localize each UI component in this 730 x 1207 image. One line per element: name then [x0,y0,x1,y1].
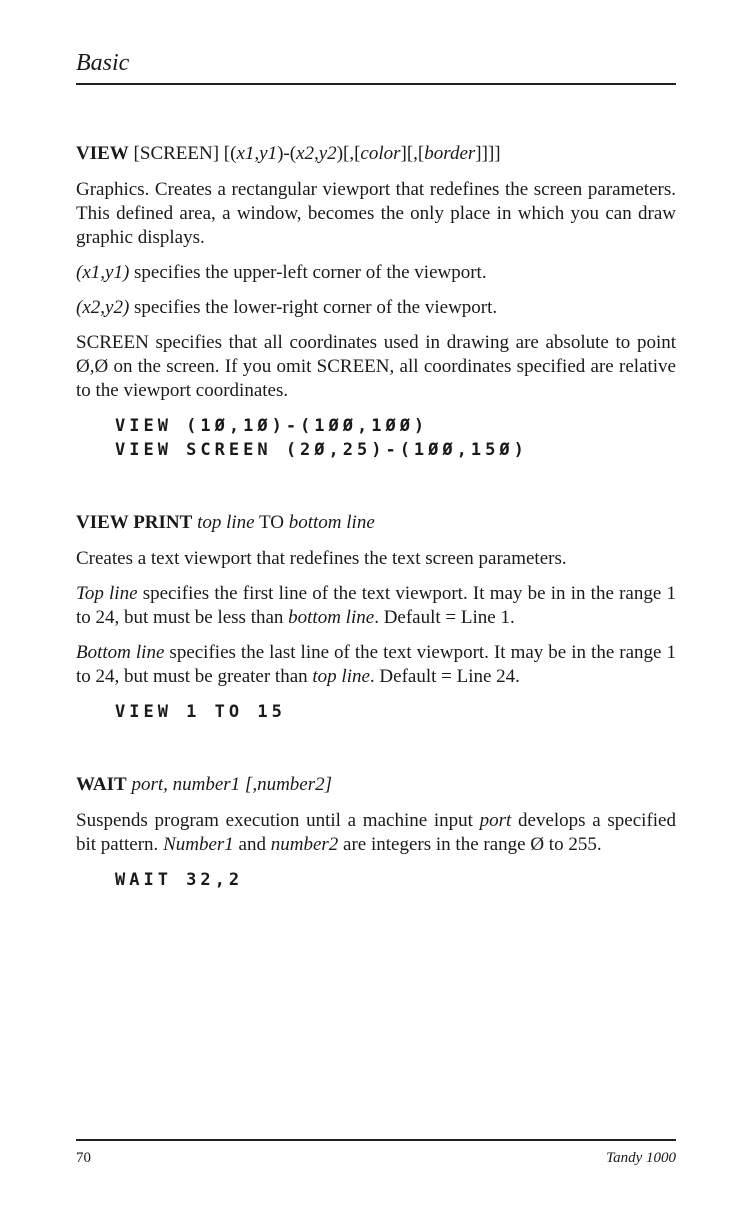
syntax-param: [,number2] [244,774,333,795]
syntax-param: color [360,143,401,164]
view-syntax [76,142,676,166]
param-ref: port [479,810,512,831]
wait-keyword: WAIT [76,774,127,795]
param-name: Top line [76,583,138,604]
param-name: (x1,y1) [76,262,130,283]
desc-text: develops a specified bit pattern. [76,810,676,855]
view-screen-description: SCREEN specifies that all coordinates used in drawing are absolute to point Ø,Ø on the screen. If you omit SCREEN, all coordinates specified are relative to the viewport coordinates. [76,332,676,401]
page-number: 70 [76,1150,91,1166]
code-example: WAIT 32,2 [115,870,244,890]
param-ref: Number1 [163,834,234,855]
param-name: Bottom line [76,642,165,663]
footer-brand: Tandy 1000 [606,1150,676,1166]
syntax-text: [SCREEN] [( [128,143,237,164]
syntax-text: ][,[ [400,143,425,164]
param-text: . Default = Line 1. [374,607,515,628]
desc-text: and [233,834,271,855]
view-param-x2y2 [76,296,676,320]
header-rule [76,83,676,85]
desc-text: Suspends program execution until a machine input [76,810,480,831]
syntax-param: x1,y1 [236,143,278,164]
syntax-text: )[,[ [336,143,361,164]
param-ref: number2 [270,834,339,855]
view-description: Graphics. Creates a rectangular viewport that redefines the screen parameters. This defined area, a window, becomes the only place in which you can draw graphic displays. [76,179,676,248]
param-text: specifies the upper-left corner of the viewport. [129,262,487,283]
view-keyword: VIEW [76,143,129,164]
syntax-param: x2,y2 [296,143,337,164]
param-ref: top line [312,666,370,687]
param-text: specifies the last line of the text viewport. It may be in the range 1 to 24, but must be greater than [76,642,676,687]
view-print-bottom-line [76,641,676,689]
running-header-title: Basic [76,50,130,76]
param-ref: bottom line [288,607,375,628]
view-print-syntax [76,511,676,535]
syntax-text: )-( [277,143,297,164]
syntax-param: top line [197,512,255,533]
syntax-param: port, number1 [126,774,245,795]
param-text: . Default = Line 24. [369,666,520,687]
view-print-description: Creates a text viewport that redefines the text screen parameters. [76,548,567,569]
view-print-keyword: VIEW PRINT [76,512,193,533]
footer-rule [76,1139,676,1141]
code-example: VIEW SCREEN (2Ø,25)-(1ØØ,15Ø) [115,440,528,460]
wait-description [76,809,676,857]
view-param-x1y1 [76,261,676,285]
syntax-param: bottom line [288,512,375,533]
wait-syntax [76,773,676,797]
param-name: (x2,y2) [76,297,130,318]
syntax-param: border [424,143,476,164]
param-text: specifies the first line of the text viewport. It may be in in the range 1 to 24, but must be less than [76,583,676,628]
param-text: specifies the lower-right corner of the viewport. [129,297,498,318]
desc-text: are integers in the range Ø to 255. [338,834,602,855]
page-content [76,142,676,892]
code-example: VIEW (1Ø,1Ø)-(1ØØ,1ØØ) [115,416,429,436]
code-example: VIEW 1 TO 15 [115,702,286,722]
syntax-text: TO [254,512,289,533]
syntax-text: ]]]] [475,143,501,164]
view-print-top-line [76,582,676,630]
